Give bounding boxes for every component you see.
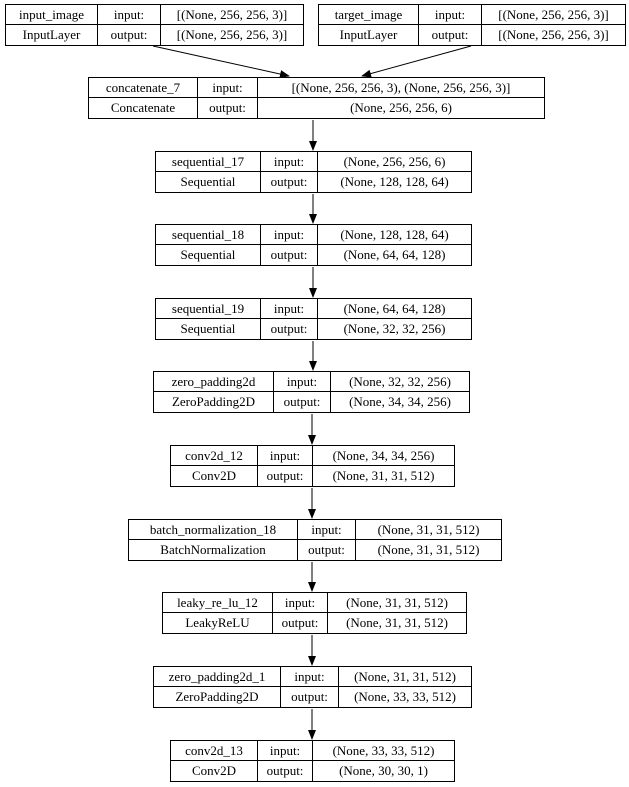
output-shape: [(None, 256, 256, 3)]	[498, 27, 609, 42]
output-label: output:	[261, 172, 318, 192]
layer-type: Concatenate	[89, 98, 198, 118]
node-input-image	[5, 4, 304, 46]
layer-type: Conv2D	[171, 761, 258, 781]
input-label: input:	[198, 78, 258, 98]
output-shape: (None, 128, 128, 64)	[340, 174, 449, 189]
edge-input-image-to-concatenate	[153, 46, 289, 76]
node-leaky-re-lu-12	[162, 592, 467, 634]
node-sequential-19	[155, 298, 472, 340]
output-label: output:	[261, 245, 318, 265]
output-label: output:	[274, 392, 331, 412]
layer-name: target_image	[319, 5, 419, 25]
layer-name: conv2d_13	[171, 741, 258, 761]
input-label: input:	[281, 667, 339, 687]
output-label: output:	[258, 761, 313, 781]
input-shape: (None, 32, 32, 256)	[331, 372, 469, 392]
output-label: output:	[198, 98, 258, 118]
layer-type: ZeroPadding2D	[154, 687, 281, 707]
input-shape: [(None, 256, 256, 3)]	[161, 5, 303, 25]
layer-name: sequential_19	[156, 299, 261, 319]
layer-name: input_image	[6, 5, 98, 25]
input-shape: (None, 256, 256, 6)	[318, 152, 471, 172]
node-batch-normalization-18	[128, 519, 502, 561]
layer-name: conv2d_12	[171, 446, 258, 466]
output-label: output:	[261, 319, 318, 339]
layer-type: BatchNormalization	[129, 540, 298, 560]
input-shape: (None, 31, 31, 512)	[328, 593, 466, 613]
node-conv2d-12	[170, 445, 455, 487]
output-label: output:	[273, 613, 328, 633]
input-shape: (None, 34, 34, 256)	[313, 446, 454, 466]
output-shape: (None, 30, 30, 1)	[339, 763, 428, 778]
layer-name: sequential_18	[156, 225, 261, 245]
output-label: output:	[281, 687, 339, 707]
output-shape: (None, 31, 31, 512)	[377, 542, 480, 557]
input-shape: (None, 128, 128, 64)	[318, 225, 471, 245]
input-label: input:	[298, 520, 356, 540]
output-shape: [(None, 256, 256, 3)]	[176, 27, 288, 42]
node-zero-padding2d	[153, 371, 470, 413]
input-label: input:	[98, 5, 161, 25]
output-label: output:	[258, 466, 313, 486]
input-label: input:	[273, 593, 328, 613]
layer-type: ZeroPadding2D	[154, 392, 274, 412]
layer-name: zero_padding2d_1	[154, 667, 281, 687]
layer-name: sequential_17	[156, 152, 261, 172]
output-label: output:	[419, 25, 482, 45]
output-label: output:	[298, 540, 356, 560]
edge-target-image-to-concatenate	[362, 46, 471, 76]
node-concatenate-7	[88, 77, 545, 119]
layer-name: leaky_re_lu_12	[163, 593, 273, 613]
input-label: input:	[258, 741, 313, 761]
input-label: input:	[261, 299, 318, 319]
layer-type: Sequential	[156, 172, 261, 192]
input-shape: [(None, 256, 256, 3)]	[482, 5, 625, 25]
layer-type: LeakyReLU	[163, 613, 273, 633]
input-label: input:	[258, 446, 313, 466]
output-shape: (None, 31, 31, 512)	[346, 615, 448, 630]
node-sequential-18	[155, 224, 472, 266]
output-shape: (None, 33, 33, 512)	[354, 689, 456, 704]
node-sequential-17	[155, 151, 472, 193]
layer-type: Conv2D	[171, 466, 258, 486]
input-shape: (None, 31, 31, 512)	[339, 667, 471, 687]
node-target-image	[318, 4, 626, 46]
output-shape: (None, 32, 32, 256)	[343, 321, 446, 336]
input-shape: (None, 64, 64, 128)	[318, 299, 471, 319]
output-shape: (None, 256, 256, 6)	[350, 100, 452, 115]
input-shape: [(None, 256, 256, 3), (None, 256, 256, 3)]	[258, 78, 544, 98]
node-conv2d-13	[170, 740, 455, 782]
output-shape: (None, 64, 64, 128)	[343, 247, 446, 262]
input-shape: (None, 31, 31, 512)	[356, 520, 501, 540]
output-shape: (None, 34, 34, 256)	[349, 394, 451, 409]
layer-type: InputLayer	[6, 25, 98, 45]
output-label: output:	[98, 25, 161, 45]
layer-name: batch_normalization_18	[129, 520, 298, 540]
node-zero-padding2d-1	[153, 666, 472, 708]
input-label: input:	[261, 225, 318, 245]
layer-name: zero_padding2d	[154, 372, 274, 392]
input-label: input:	[274, 372, 331, 392]
input-shape: (None, 33, 33, 512)	[313, 741, 454, 761]
layer-type: Sequential	[156, 319, 261, 339]
input-label: input:	[261, 152, 318, 172]
output-shape: (None, 31, 31, 512)	[332, 468, 435, 483]
layer-type: InputLayer	[319, 25, 419, 45]
layer-type: Sequential	[156, 245, 261, 265]
input-label: input:	[419, 5, 482, 25]
layer-name: concatenate_7	[89, 78, 198, 98]
